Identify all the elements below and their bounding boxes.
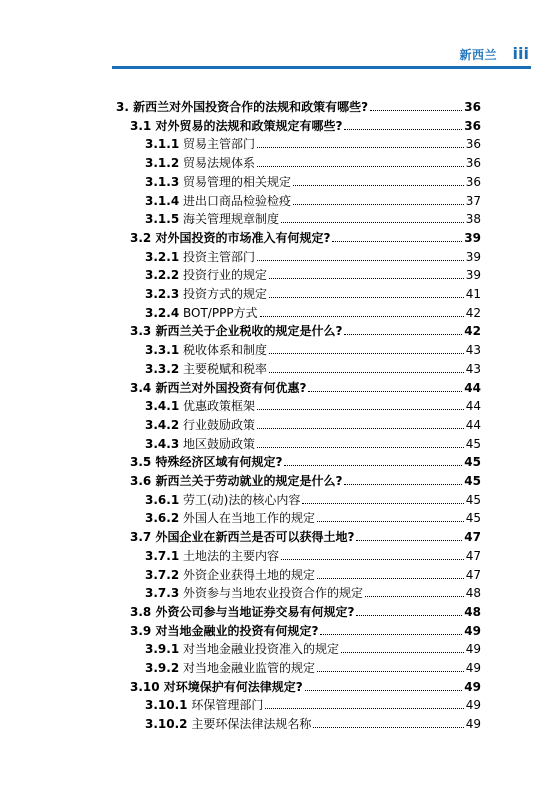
toc-entry-title: 对环境保护有何法律规定? xyxy=(163,679,303,694)
toc-entry-number: 3.3.1 xyxy=(145,343,180,358)
toc-entry-page: 45 xyxy=(464,474,481,488)
toc-entry-title: 进出口商品检验检疫 xyxy=(183,193,292,208)
toc-entry-label xyxy=(145,661,315,675)
toc-entry-page: 36 xyxy=(464,118,481,133)
toc-entry-label xyxy=(145,250,255,264)
toc-entry-number: 3.2.1 xyxy=(145,249,180,264)
toc-entry-page: 45 xyxy=(465,436,481,451)
toc-entry-page: 41 xyxy=(465,287,481,301)
toc-entry-label xyxy=(145,437,255,451)
toc-entry-label xyxy=(145,343,267,357)
toc-entry-label xyxy=(145,549,279,563)
toc-entry-title: 贸易管理的相关规定 xyxy=(183,174,292,189)
toc-entry[interactable] xyxy=(145,657,481,675)
toc-leader-dots xyxy=(257,260,464,261)
toc-entry-title: 外资参与当地农业投资合作的规定 xyxy=(183,586,364,601)
toc-entry-label xyxy=(145,511,315,525)
toc-entry-page: 49 xyxy=(465,698,481,713)
toc-entry-page: 49 xyxy=(464,623,481,638)
toc-entry-page: 44 xyxy=(464,380,481,395)
toc-entry-number: 3.2.4 xyxy=(145,305,180,320)
toc-entry-title: 贸易法规体系 xyxy=(183,156,256,171)
toc-leader-dots xyxy=(269,353,464,354)
toc-entry[interactable] xyxy=(145,545,481,563)
toc-entry-label xyxy=(145,156,255,170)
toc-entry-number: 3.6.1 xyxy=(145,492,180,507)
toc-leader-dots xyxy=(293,185,464,186)
toc-entry-page: 44 xyxy=(465,399,481,414)
toc-entry[interactable] xyxy=(145,171,481,189)
toc-entry-label xyxy=(145,642,339,656)
toc-leader-dots xyxy=(269,297,464,298)
toc-entry-number: 3.1.1 xyxy=(145,137,180,152)
toc-entry-title: 外国人在当地工作的规定 xyxy=(183,511,316,526)
toc-entry-title: 海关管理规章制度 xyxy=(183,212,280,227)
toc-entry-number: 3.10.2 xyxy=(145,717,188,732)
toc-entry-title: 特殊经济区域有何规定? xyxy=(155,455,283,470)
toc-leader-dots xyxy=(257,147,464,148)
toc-entry[interactable] xyxy=(145,190,481,208)
toc-entry-number: 3.2.3 xyxy=(145,287,180,301)
toc-leader-dots xyxy=(356,615,462,616)
toc-entry-number: 3.4.2 xyxy=(145,417,180,432)
toc-entry[interactable] xyxy=(145,414,481,432)
toc-entry-label xyxy=(130,381,306,395)
toc-entry-page: 49 xyxy=(464,679,481,694)
toc-leader-dots xyxy=(317,578,464,579)
toc-leader-dots xyxy=(305,690,463,691)
toc-entry[interactable] xyxy=(145,246,481,264)
toc-entry-label xyxy=(145,212,279,226)
toc-entry-page: 45 xyxy=(464,455,481,470)
toc-entry-page: 42 xyxy=(465,305,481,320)
toc-entry-number: 3.1.3 xyxy=(145,174,180,189)
toc-leader-dots xyxy=(302,503,463,504)
toc-entry[interactable] xyxy=(130,620,481,638)
toc-entry[interactable] xyxy=(145,302,481,320)
toc-leader-dots xyxy=(344,129,462,130)
toc-entry-title: 对外国投资的市场准入有何规定? xyxy=(155,230,331,245)
toc-entry-label xyxy=(130,231,330,245)
toc-entry-title: 土地法的主要内容 xyxy=(183,548,280,563)
toc-entry-page: 49 xyxy=(465,661,481,675)
toc-entry-page: 45 xyxy=(465,511,481,526)
header-rule xyxy=(112,66,531,69)
toc-entry-title: 外国企业在新西兰是否可以获得土地? xyxy=(155,530,355,545)
toc-entry-page: 47 xyxy=(464,530,481,545)
toc-entry-page: 39 xyxy=(465,249,481,264)
toc-entry-page: 36 xyxy=(465,174,481,189)
toc-entry-number: 3.8 xyxy=(130,604,152,619)
toc-entry-label xyxy=(116,100,368,114)
toc-entry-number: 3.4 xyxy=(130,380,152,395)
toc-leader-dots xyxy=(370,110,462,111)
toc-entry-number: 3.3 xyxy=(130,324,152,339)
toc-entry-number: 3.1 xyxy=(130,118,152,133)
toc-leader-dots xyxy=(317,671,464,672)
toc-leader-dots xyxy=(269,372,464,373)
toc-entry[interactable] xyxy=(116,96,481,114)
toc-leader-dots xyxy=(344,334,462,335)
toc-entry[interactable] xyxy=(130,377,481,395)
toc-entry[interactable] xyxy=(130,227,481,245)
toc-leader-dots xyxy=(344,484,462,485)
toc-entry[interactable] xyxy=(145,395,481,413)
toc-leader-dots xyxy=(293,204,464,205)
toc-leader-dots xyxy=(308,391,462,392)
toc-leader-dots xyxy=(265,708,463,709)
toc-entry-page: 38 xyxy=(465,212,481,227)
toc-entry[interactable] xyxy=(145,433,481,451)
toc-entry-page: 47 xyxy=(465,548,481,563)
toc-entry[interactable] xyxy=(145,358,481,376)
toc-leader-dots xyxy=(356,540,462,541)
toc-entry-label xyxy=(130,680,303,694)
toc-entry-number: 3.9.2 xyxy=(145,661,180,675)
toc-entry-label xyxy=(145,268,267,282)
toc-entry-page: 48 xyxy=(464,604,481,619)
toc-leader-dots xyxy=(257,409,464,410)
toc-entry-number: 3.1.5 xyxy=(145,212,180,227)
toc-leader-dots xyxy=(320,634,462,635)
toc-entry-label xyxy=(145,137,255,151)
toc-entry[interactable] xyxy=(145,133,481,151)
toc-leader-dots xyxy=(341,652,464,653)
toc-leader-dots xyxy=(317,521,464,522)
toc-leader-dots xyxy=(257,166,464,167)
toc-entry-title: 投资主管部门 xyxy=(183,249,256,264)
toc-entry-label xyxy=(130,324,342,338)
toc-entry[interactable] xyxy=(130,601,481,619)
toc-entry-title: 主要税赋和税率 xyxy=(183,361,268,376)
toc-entry-title: 贸易主管部门 xyxy=(183,137,256,152)
toc-entry-page: 45 xyxy=(465,492,481,507)
toc-entry-page: 43 xyxy=(465,361,481,376)
toc-leader-dots xyxy=(365,596,464,597)
toc-entry[interactable] xyxy=(145,152,481,170)
toc-entry-title: 投资方式的规定 xyxy=(183,287,268,301)
toc-entry[interactable] xyxy=(145,264,481,282)
page-header xyxy=(0,0,559,80)
toc-entry-label xyxy=(145,362,267,376)
toc-leader-dots xyxy=(269,278,464,279)
toc-leader-dots xyxy=(284,465,462,466)
toc-entry[interactable] xyxy=(145,564,481,582)
toc-entry-number: 3.1.2 xyxy=(145,156,180,171)
toc-entry-number: 3.7 xyxy=(130,530,152,545)
toc-entry-page: 37 xyxy=(465,193,481,208)
toc-entry-label xyxy=(130,455,282,469)
toc-entry-title: 新西兰对外国投资合作的法规和政策有哪些? xyxy=(133,100,369,114)
toc-entry-title: 投资行业的规定 xyxy=(183,268,268,283)
toc-entry[interactable] xyxy=(130,526,481,544)
toc-leader-dots xyxy=(257,447,464,448)
toc-entry-title: 对当地金融业监管的规定 xyxy=(183,661,316,675)
toc-entry-label xyxy=(145,493,300,507)
toc-entry-label xyxy=(145,194,291,208)
toc-entry-title: 税收体系和制度 xyxy=(183,343,268,358)
toc-leader-dots xyxy=(332,241,462,242)
toc-entry-number: 3.2 xyxy=(130,230,152,245)
toc-entry-number: 3.6.2 xyxy=(145,511,180,526)
toc-entry-page: 39 xyxy=(465,268,481,283)
toc-entry-title: 地区鼓励政策 xyxy=(183,436,256,451)
toc-leader-dots xyxy=(260,316,464,317)
toc-entry-title: 对外贸易的法规和政策规定有哪些? xyxy=(155,118,343,133)
toc-entry[interactable] xyxy=(145,339,481,357)
toc-entry-label xyxy=(145,306,258,320)
toc-entry[interactable] xyxy=(130,320,481,338)
toc-entry-title: 外资企业获得土地的规定 xyxy=(183,567,316,582)
toc-entry-number: 3.2.2 xyxy=(145,268,180,283)
toc-entry-number: 3.9 xyxy=(130,623,152,638)
toc-entry-label xyxy=(145,698,263,712)
toc-entry-label xyxy=(130,119,342,133)
toc-entry-page: 36 xyxy=(465,156,481,171)
toc-entry-number: 3. xyxy=(116,100,129,114)
toc-entry-page: 49 xyxy=(465,642,481,657)
toc-entry-title: 主要环保法律法规名称 xyxy=(191,717,312,732)
toc-entry-page: 49 xyxy=(465,717,481,732)
toc-entry-number: 3.10.1 xyxy=(145,698,188,713)
toc-entry-number: 3.7.2 xyxy=(145,567,180,582)
toc-entry-number: 3.1.4 xyxy=(145,193,180,208)
toc-entry-title: 对当地金融业的投资有何规定? xyxy=(155,623,319,638)
toc-entry-title: 新西兰对外国投资有何优惠? xyxy=(155,380,307,395)
toc-entry-title: BOT/PPP方式 xyxy=(183,305,258,320)
toc-entry-number: 3.10 xyxy=(130,679,160,694)
toc-entry-number: 3.7.3 xyxy=(145,586,180,601)
toc-entry-number: 3.7.1 xyxy=(145,548,180,563)
toc-entry-label xyxy=(145,717,311,731)
toc-entry-number: 3.4.3 xyxy=(145,436,180,451)
toc-entry-label xyxy=(145,287,267,301)
toc-entry[interactable] xyxy=(130,470,481,488)
toc-entry-page: 43 xyxy=(465,343,481,358)
toc-entry[interactable] xyxy=(145,283,481,301)
toc-entry-label xyxy=(145,568,315,582)
toc-entry-number: 3.5 xyxy=(130,455,152,470)
toc-entry[interactable] xyxy=(145,208,481,226)
toc-entry-label xyxy=(145,586,363,600)
toc-entry-number: 3.6 xyxy=(130,474,152,488)
toc-entry[interactable] xyxy=(145,713,481,731)
toc-entry-title: 外资公司参与当地证券交易有何规定? xyxy=(155,604,355,619)
toc-entry[interactable] xyxy=(145,638,481,656)
toc-entry-title: 环保管理部门 xyxy=(191,698,264,713)
toc-entry-label xyxy=(130,624,318,638)
toc-entry-label xyxy=(145,399,255,413)
toc-entry-page: 36 xyxy=(464,100,481,114)
toc-entry-title: 行业鼓励政策 xyxy=(183,417,256,432)
toc-entry-title: 对当地金融业投资准入的规定 xyxy=(183,642,340,657)
toc-entry-page: 42 xyxy=(464,324,481,339)
toc-entry-label xyxy=(130,474,342,488)
toc-entry-page: 48 xyxy=(465,586,481,601)
toc-entry[interactable] xyxy=(130,676,481,694)
toc-entry-page: 44 xyxy=(465,417,481,432)
toc-entry[interactable] xyxy=(145,507,481,525)
toc-entry-number: 3.9.1 xyxy=(145,642,180,657)
toc-entry-title: 新西兰关于企业税收的规定是什么? xyxy=(155,324,343,339)
toc-entry[interactable] xyxy=(145,489,481,507)
toc-entry-title: 优惠政策框架 xyxy=(183,399,256,414)
toc-entry-page: 36 xyxy=(465,137,481,152)
toc-entry[interactable] xyxy=(145,582,481,600)
toc-entry-label xyxy=(130,530,354,544)
toc-entry-title: 劳工(动)法的核心内容 xyxy=(183,492,301,507)
toc-leader-dots xyxy=(257,428,464,429)
toc-entry-number: 3.3.2 xyxy=(145,361,180,376)
toc-entry[interactable] xyxy=(145,694,481,712)
toc-leader-dots xyxy=(313,727,463,728)
toc-entry-title: 新西兰关于劳动就业的规定是什么? xyxy=(155,474,343,488)
toc-entry-label xyxy=(145,418,255,432)
page-number: iii xyxy=(512,44,529,63)
toc-entry-page: 39 xyxy=(464,230,481,245)
toc-entry-label xyxy=(130,605,354,619)
toc-entry[interactable] xyxy=(130,451,481,469)
toc-leader-dots xyxy=(281,559,464,560)
toc-entry-number: 3.4.1 xyxy=(145,399,180,414)
running-head: 新西兰 xyxy=(459,48,497,62)
toc-entry-page: 47 xyxy=(465,567,481,582)
toc-entry[interactable] xyxy=(130,115,481,133)
toc-leader-dots xyxy=(281,222,464,223)
toc-entry-label xyxy=(145,175,291,189)
